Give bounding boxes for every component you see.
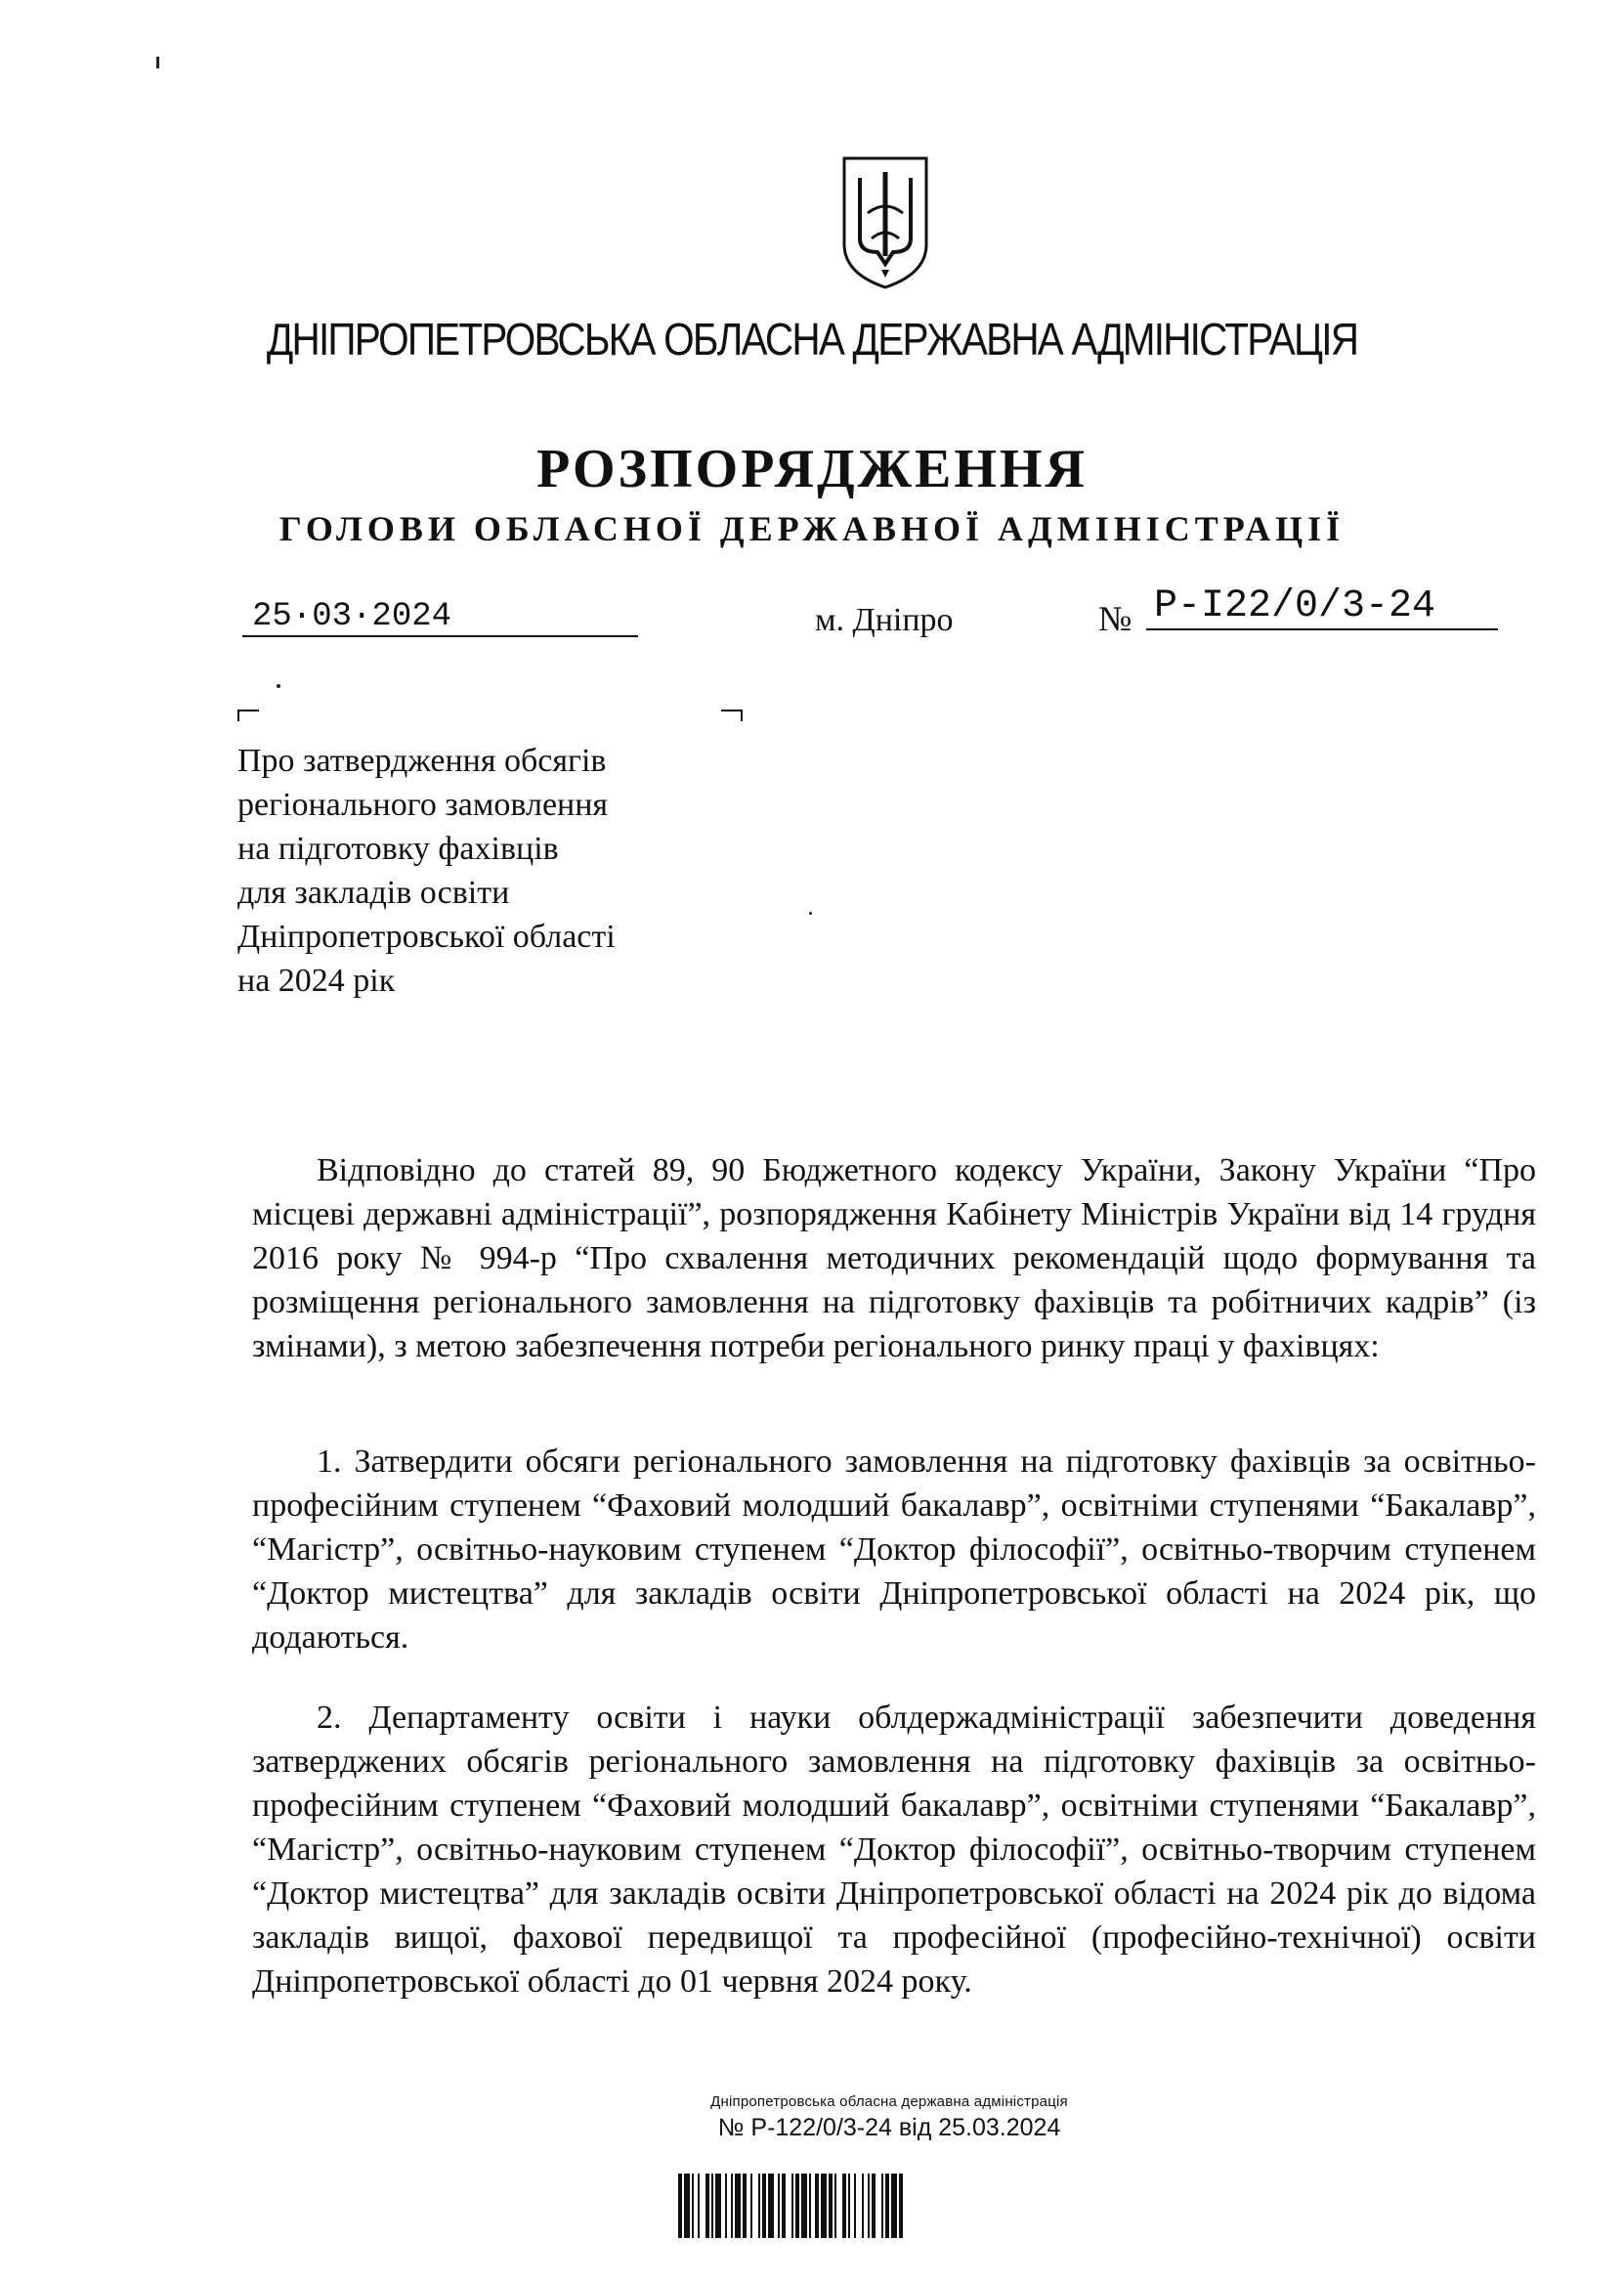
scan-dot	[277, 684, 280, 688]
barcode-bar	[731, 2174, 733, 2238]
barcode-bar	[899, 2174, 903, 2238]
document-city: м. Дніпро	[815, 602, 954, 638]
document-type-title: РОЗПОРЯДЖЕННЯ	[536, 439, 1088, 499]
registration-stamp	[674, 2093, 1104, 2142]
subject-line: для закладів освіти	[237, 875, 510, 911]
barcode-bar	[778, 2174, 780, 2238]
barcode-bar	[872, 2174, 876, 2238]
clause-2-text: 2. Департаменту освіти і науки облдержадміністрації забезпечити доведення затверджених обсягів регіонального замовлення на підготовку фахівців за освітньо-професійним ступенем “Фаховий молодший бакалавр”, освітніми ступенями “Бакалавр”, “Магістр”, освітньо-науковим ступенем “Доктор філософії”, освітньо-творчим ступенем “Доктор мистецтва” для закладів освіти Дніпропетровської області на 2024 рік до відома закладів вищої, фахової передвищої та професійної (професійно-технічної) освіти Дніпропетровської області до 01 червня 2024 року.	[252, 1700, 1536, 2000]
barcode-bar	[829, 2174, 833, 2238]
subject-line: регіонального замовлення	[237, 787, 609, 823]
subject-corner-left	[237, 710, 259, 721]
document-subtype: ГОЛОВИ ОБЛАСНОЇ ДЕРЖАВНОЇ АДМІНІСТРАЦІЇ	[278, 509, 1346, 548]
barcode-bar	[782, 2174, 786, 2238]
barcode-bar	[848, 2174, 850, 2238]
barcode-bar	[758, 2174, 760, 2238]
barcode-bar	[768, 2174, 774, 2238]
barcode-bar	[684, 2174, 690, 2238]
barcode-bar	[725, 2174, 727, 2238]
barcode-bar	[834, 2174, 836, 2238]
barcode-bar	[815, 2174, 819, 2238]
barcode-icon	[672, 2174, 1100, 2238]
clause-1-text: 1. Затвердити обсяги регіонального замовлення на підготовку фахівців за освітньо-професійним ступенем “Фаховий молодший бакалавр”, освітніми ступенями “Бакалавр”, “Магістр”, освітньо-науковим ступенем “Доктор філософії”, освітньо-творчим ступенем “Доктор мистецтва” для закладів освіти Дніпропетровської області на 2024 рік, що додаються.	[252, 1443, 1536, 1656]
barcode-bar	[881, 2174, 883, 2238]
subject-line: Дніпропетровської області	[237, 919, 616, 955]
barcode-bar	[821, 2174, 827, 2238]
barcode-bar	[715, 2174, 721, 2238]
scan-dot	[809, 912, 812, 915]
subject-corner-right	[721, 710, 743, 721]
barcode-bar	[711, 2174, 713, 2238]
barcode-bar	[678, 2174, 682, 2238]
stamp-organization: Дніпропетровська обласна державна адміністрація	[710, 2093, 1068, 2110]
clause-2-paragraph	[252, 1696, 1536, 2003]
barcode-bar	[762, 2174, 766, 2238]
barcode-bar	[791, 2174, 793, 2238]
stamp-registration-number: № Р-122/0/3-24 від 25.03.2024	[717, 2114, 1061, 2141]
subject-line: на підготовку фахівців	[237, 831, 559, 867]
preamble-paragraph	[252, 1148, 1536, 1368]
barcode-bar	[698, 2174, 700, 2238]
trident-coat-of-arms-icon	[838, 154, 932, 291]
barcode-bar	[868, 2174, 870, 2238]
scan-mark	[156, 57, 159, 68]
barcode-bar	[801, 2174, 807, 2238]
subject-block	[237, 739, 746, 1003]
document-date: 25·03·2024	[252, 598, 452, 635]
barcode-bar	[891, 2174, 897, 2238]
barcode-bar	[809, 2174, 811, 2238]
barcode-bar	[692, 2174, 694, 2238]
barcode-bar	[854, 2174, 856, 2238]
barcode-bar	[842, 2174, 846, 2238]
number-label: №	[1098, 599, 1133, 638]
barcode-bar	[885, 2174, 889, 2238]
number-field	[1146, 584, 1498, 630]
document-number: Р-І22/0/3-24	[1154, 584, 1436, 628]
barcode-bar	[705, 2174, 709, 2238]
subject-line: на 2024 рік	[237, 963, 396, 999]
barcode-bar	[743, 2174, 747, 2238]
preamble-text: Відповідно до статей 89, 90 Бюджетного кодексу України, Закону України “Про місцеві державні адміністрації”, розпорядження Кабінету Міністрів України від 14 грудня 2016 року № 994-р “Про схвалення методичних рекомендацій щодо формування та розміщення регіонального замовлення на підготовку фахівців та робітничих кадрів” (із змінами), з метою забезпечення потреби регіонального ринку праці у фахівцях:	[252, 1152, 1536, 1364]
barcode-bar	[795, 2174, 799, 2238]
barcode-bar	[735, 2174, 741, 2238]
barcode-bar	[750, 2174, 752, 2238]
barcode-bar	[862, 2174, 864, 2238]
subject-line: Про затвердження обсягів	[237, 743, 607, 779]
clause-1-paragraph	[252, 1440, 1536, 1659]
agency-name: ДНІПРОПЕТРОВСЬКА ОБЛАСНА ДЕРЖАВНА АДМІНІСТРАЦІЯ	[266, 314, 1358, 365]
date-field	[242, 598, 638, 637]
